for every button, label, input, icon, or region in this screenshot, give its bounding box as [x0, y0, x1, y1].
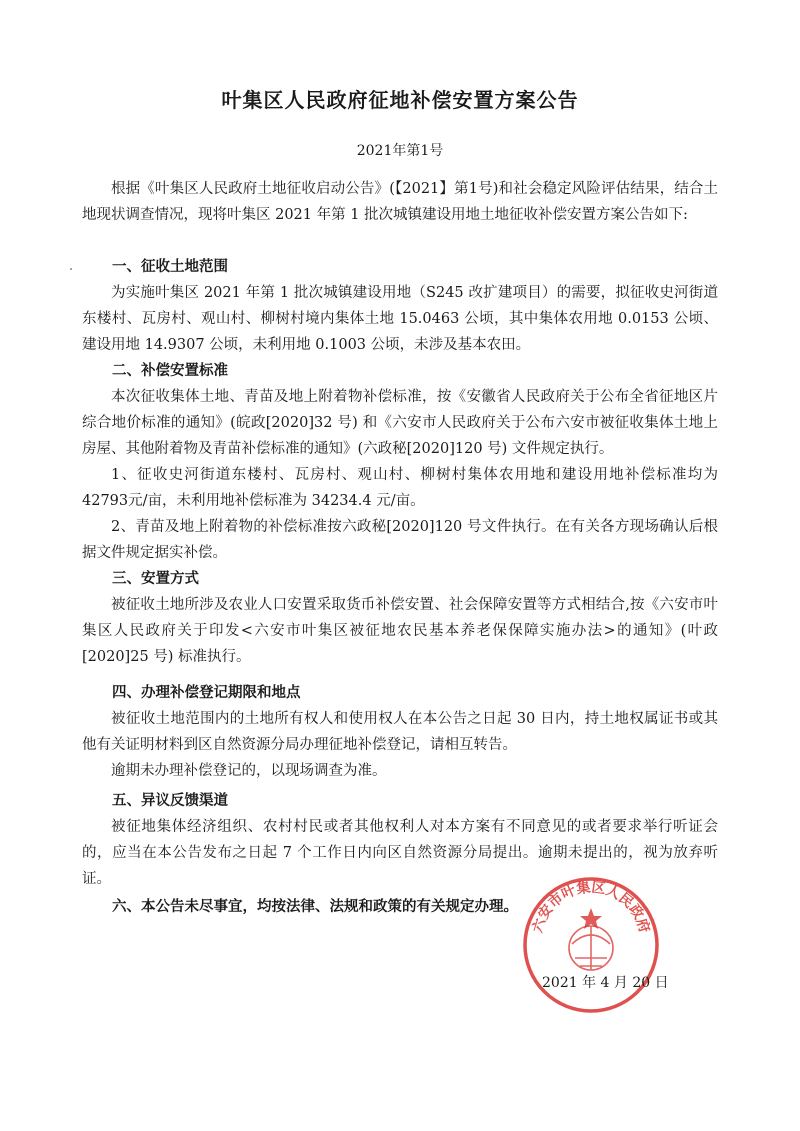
- section-registration-paragraph: 被征收土地范围内的土地所有权人和使用权人在本公告之日起 30 日内，持土地权属证书或其他有关证明材料到区自然资源分局办理征地补偿登记，请相互转告。: [82, 711, 718, 753]
- official-seal-icon: [520, 874, 662, 1016]
- section-heading-objection: 五、异议反馈渠道: [112, 793, 228, 809]
- section-heading-standards: 二、补偿安置标准: [112, 363, 228, 379]
- section-scope-paragraph: 为实施叶集区 2021 年第 1 批次城镇建设用地（S245 改扩建项目）的需要，拟征收史河街道东楼村、瓦房村、观山村、柳树村境内集体土地 15.0463 公顷，其中集体农用地 0.0153 公顷、建设用地 14.9307 公顷，未利用地 0.1003 公顷，未涉及基本农田。: [82, 285, 718, 353]
- section-heading-registration: 四、办理补偿登记期限和地点: [112, 685, 301, 701]
- intro-paragraph: 根据《叶集区人民政府土地征收启动公告》(【2021】第1号)和社会稳定风险评估结果，结合土地现状调查情况，现将叶集区 2021 年第 1 批次城镇建设用地土地征收补偿安置方案公告如下:: [82, 181, 718, 223]
- section-standards-item-1: 1、征收史河街道东楼村、瓦房村、观山村、柳树村集体农用地和建设用地补偿标准均为 42793元/亩，未利用地补偿标准为 34234.4 元/亩。: [82, 467, 718, 509]
- document-number: 2021年第1号: [356, 143, 444, 159]
- section-standards-paragraph: 本次征收集体土地、青苗及地上附着物补偿标准，按《安徽省人民政府关于公布全省征地区片综合地价标准的通知》(皖政[2020]32 号) 和《六安市人民政府关于公布六安市被征收集体土地上房屋、其他附着物及青苗补偿标准的通知》(六政秘[2020]120 号) 文件规定执行。: [82, 389, 718, 457]
- section-resettlement-paragraph: 被征收土地所涉及农业人口安置采取货币补偿安置、社会保障安置等方式相结合,按《六安市叶集区人民政府关于印发<六安市叶集区被征地农民基本养老保保障实施办法>的通知》(叶政[2020]25 号) 标准执行。: [82, 597, 718, 665]
- section-heading-scope: 一、征收土地范围: [112, 259, 228, 275]
- scan-speck: [70, 268, 72, 270]
- section-standards-item-2: 2、青苗及地上附着物的补偿标准按六政秘[2020]120 号文件执行。在有关各方现场确认后根据文件规定据实补偿。: [82, 519, 718, 561]
- document-date: 2021 年 4 月 20 日: [542, 975, 669, 991]
- section-heading-resettlement: 三、安置方式: [112, 571, 199, 587]
- document-title: 叶集区人民政府征地补偿安置方案公告: [221, 88, 579, 112]
- section-registration-note: 逾期未办理补偿登记的，以现场调查为准。: [111, 763, 387, 779]
- seal-text: 六安市叶集区人民政府: [529, 879, 653, 935]
- section-objection-paragraph: 被征地集体经济组织、农村村民或者其他权利人对本方案有不同意见的或者要求举行听证会的，应当在本公告发布之日起 7 个工作日内向区自然资源分局提出。逾期未提出的，视为放弃听证。: [82, 819, 718, 887]
- section-closing-statement: 六、本公告未尽事宜，均按法律、法规和政策的有关规定办理。: [112, 899, 518, 915]
